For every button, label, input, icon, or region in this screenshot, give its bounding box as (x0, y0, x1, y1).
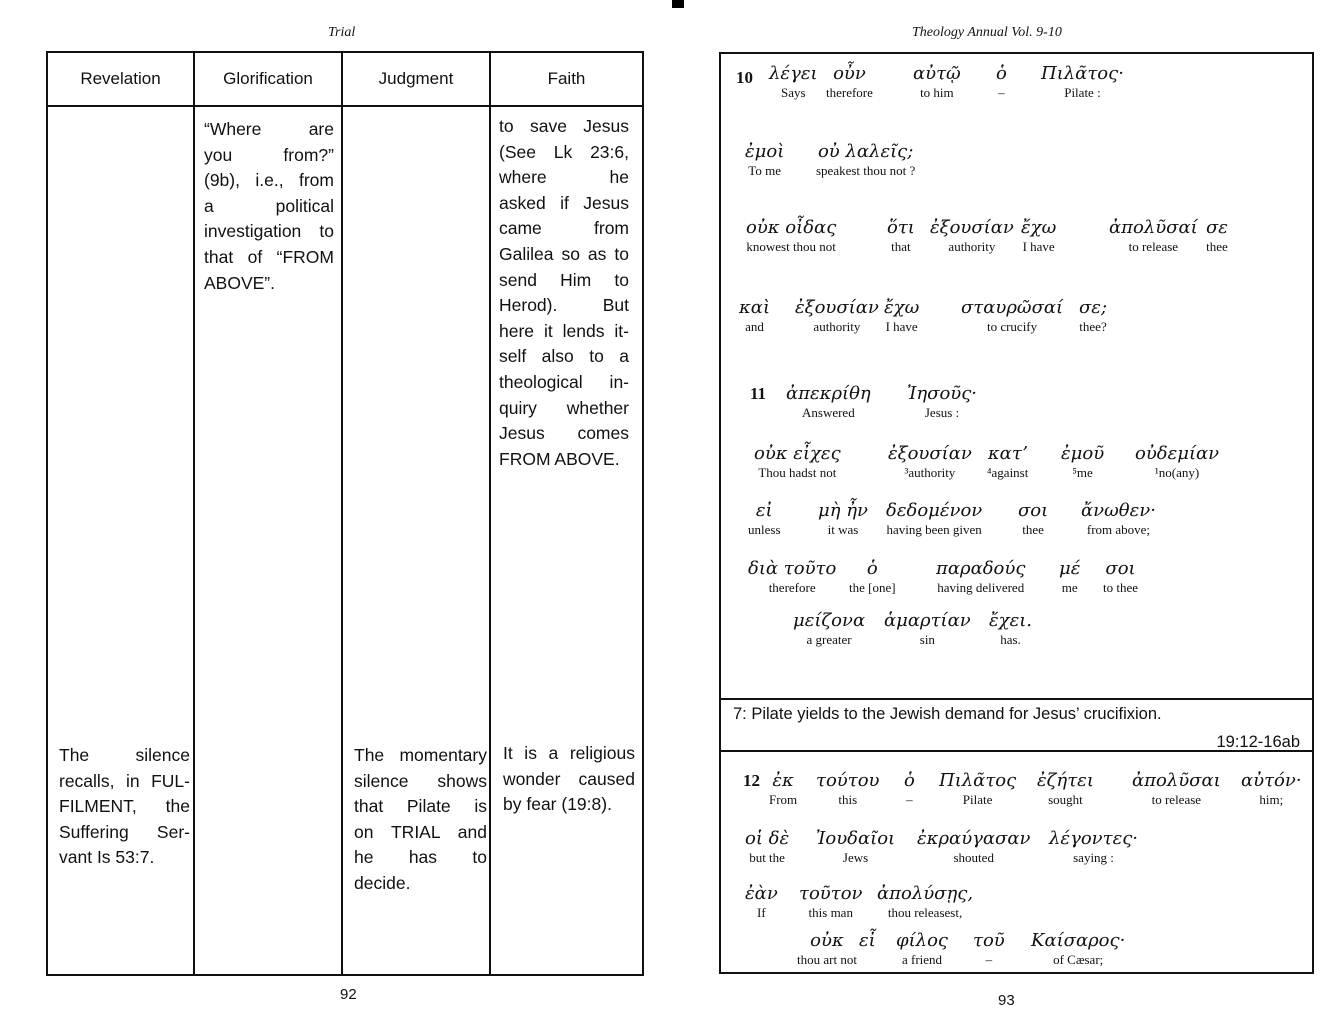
interlinear-word (1103, 559, 1138, 595)
interlinear-word (907, 384, 977, 420)
interlinear-word (886, 501, 982, 537)
cell-line: ABOVE”. (204, 272, 275, 293)
interlinear-word (1049, 829, 1138, 865)
cell-faith-bottom (503, 741, 635, 818)
trial-table (46, 51, 644, 976)
english-gloss: I have (885, 319, 918, 334)
cell-judgment (354, 743, 487, 897)
english-gloss: To me (748, 163, 781, 178)
cell-revelation (59, 743, 190, 871)
cell-line: you from?” (204, 144, 334, 165)
greek-word: ἀπολύσῃς, (877, 883, 974, 904)
english-gloss: to crucify (986, 319, 1038, 334)
cell-line: quiry whether (499, 397, 629, 418)
interlinear-word (746, 218, 836, 254)
english-gloss: – (998, 85, 1005, 100)
english-gloss: ³authority (904, 465, 956, 480)
greek-word: ἔχω (884, 297, 920, 318)
greek-word: οὐδεμίαν (1135, 443, 1220, 464)
english-gloss: Pilate (962, 792, 993, 807)
interlinear-word (786, 384, 871, 420)
greek-word: ἄνωθεν· (1081, 500, 1156, 521)
interlinear-word (888, 444, 972, 480)
interlinear-word (996, 64, 1007, 100)
greek-word: διὰ τοῦτο (748, 558, 837, 579)
english-gloss: having delivered (937, 580, 1025, 595)
cell-line: send Him to (499, 269, 629, 290)
greek-word: Ἰησοῦς· (907, 383, 978, 404)
interlinear-word (1081, 501, 1156, 537)
interlinear-word (1079, 298, 1107, 334)
greek-word: τούτου (816, 770, 880, 791)
section-reference: 19:12-16ab (1216, 733, 1300, 751)
english-gloss: has. (1000, 632, 1021, 647)
english-gloss: Thou hadst not (758, 465, 837, 480)
greek-word: ἐὰν (745, 883, 778, 904)
interlinear-word (793, 611, 865, 647)
english-gloss: the [one] (849, 580, 896, 595)
interlinear-word (1109, 218, 1198, 254)
interlinear-word (1021, 218, 1056, 254)
english-gloss: that (891, 239, 911, 254)
cell-line: silence shows (354, 770, 487, 791)
english-gloss: authority (813, 319, 861, 334)
english-gloss: I have (1022, 239, 1055, 254)
interlinear-word (795, 298, 879, 334)
interlinear-word (1031, 931, 1125, 967)
english-gloss: ¹no(any) (1154, 465, 1200, 480)
cell-line: The momentary (354, 745, 487, 765)
greek-word: σταυρῶσαί (961, 297, 1064, 318)
interlinear-word (1018, 501, 1048, 537)
cell-line: It is a religious (503, 743, 635, 763)
cell-line: FROM ABOVE. (499, 448, 620, 469)
cell-line: self also to a (499, 346, 629, 367)
greek-word: μέ (1059, 558, 1081, 579)
english-gloss: a greater (806, 632, 852, 647)
interlinear-word (748, 501, 781, 537)
cell-line: where he (499, 167, 629, 188)
interlinear-word (989, 611, 1032, 647)
cell-line: here it lends it- (499, 320, 629, 341)
cell-line: FILMENT, the (59, 796, 190, 817)
header-glorification: Glorification (223, 69, 313, 88)
interlinear-word (816, 771, 879, 807)
cell-faith-top (499, 114, 629, 472)
cell-line: (See Lk 23:6, (499, 141, 629, 162)
cell-line: Suffering Ser- (59, 821, 190, 842)
interlinear-word (1061, 444, 1104, 480)
interlinear-word (739, 298, 770, 334)
cell-line: that Pilate is (354, 796, 487, 817)
interlinear-word (1135, 444, 1219, 480)
cell-line: on TRIAL and (354, 821, 487, 842)
interlinear-word (987, 444, 1028, 480)
english-gloss: saying : (1073, 850, 1114, 865)
interlinear-word (826, 64, 873, 100)
interlinear-word (745, 829, 789, 865)
greek-word: οὐκ (810, 930, 844, 951)
greek-word: ὅτι (887, 217, 915, 238)
english-gloss: thee (1206, 239, 1228, 254)
cell-line: a political (204, 195, 334, 216)
english-gloss: If (757, 905, 766, 920)
section-title: 7: Pilate yields to the Jewish demand for Jesus’ crucifixion. (733, 705, 1162, 723)
english-gloss: him; (1259, 792, 1284, 807)
greek-word: ὁ (904, 770, 915, 791)
english-gloss: – (906, 792, 913, 807)
interlinear-word (1132, 771, 1221, 807)
interlinear-box (719, 52, 1314, 974)
greek-word: μείζονα (793, 610, 866, 631)
english-gloss: from above; (1086, 522, 1151, 537)
interlinear-word (884, 611, 971, 647)
cell-line: theological in- (499, 371, 629, 392)
interlinear-word (769, 771, 797, 807)
interlinear-word (748, 559, 836, 595)
english-gloss: it was (827, 522, 859, 537)
greek-word: ἐζήτει (1037, 770, 1094, 791)
greek-word: εἰ (755, 500, 773, 521)
greek-word: ἐμοῦ (1061, 443, 1105, 464)
interlinear-word (1206, 218, 1228, 254)
greek-word: παραδούς (936, 558, 1026, 579)
header-revelation: Revelation (80, 69, 161, 88)
english-gloss: to release (1151, 792, 1202, 807)
english-gloss: but the (749, 850, 785, 865)
english-gloss: ⁵me (1072, 465, 1093, 480)
cell-line: investigation to (204, 221, 334, 242)
cell-line: Herod). But (499, 295, 629, 316)
interlinear-word (745, 142, 784, 178)
english-gloss: to thee (1103, 580, 1139, 595)
interlinear-word (973, 931, 1005, 967)
interlinear-word (769, 64, 818, 100)
right-running-head: Theology Annual Vol. 9-10 (912, 25, 1062, 40)
right-page-number: 93 (998, 992, 1015, 1009)
interlinear-word (961, 298, 1063, 334)
cell-line: he has to (354, 847, 487, 868)
greek-word: ἔχει. (989, 610, 1033, 631)
cell-line: recalls, in FUL- (59, 770, 190, 791)
cell-line: “Where are (204, 119, 334, 139)
greek-word: ἀπεκρίθη (786, 383, 871, 404)
english-gloss: thou releasest, (887, 905, 963, 920)
greek-word: δεδομένον (886, 500, 983, 521)
english-gloss: me (1061, 580, 1078, 595)
interlinear-word (797, 931, 857, 967)
interlinear-word (917, 829, 1030, 865)
interlinear-word (884, 298, 919, 334)
interlinear-word (1041, 64, 1124, 100)
interlinear-word (1037, 771, 1094, 807)
interlinear-word (799, 884, 862, 920)
greek-word: αὐτῷ (913, 63, 961, 84)
greek-word: Πιλᾶτος (939, 770, 1017, 791)
greek-word: ἐξουσίαν (930, 217, 1014, 238)
english-gloss: therefore (768, 580, 816, 595)
english-gloss: sin (919, 632, 935, 647)
greek-word: οὐ λαλεῖς; (817, 141, 914, 162)
english-gloss: this (838, 792, 858, 807)
greek-word: ὁ (866, 558, 878, 579)
verse-number-12: 12 (743, 771, 760, 790)
english-gloss: shouted (953, 850, 994, 865)
greek-word: ἐκραύγασαν (917, 828, 1031, 849)
greek-word: ἀπολῦσαί (1109, 217, 1198, 238)
greek-word: ὁ (996, 63, 1007, 84)
interlinear-word (904, 771, 915, 807)
interlinear-word (816, 142, 915, 178)
greek-word: σοι (1105, 558, 1136, 579)
english-gloss: – (985, 952, 993, 967)
english-gloss: Jesus : (924, 405, 960, 420)
english-gloss: of Cæsar; (1053, 952, 1104, 967)
english-gloss: therefore (826, 85, 873, 100)
greek-word: ἐξουσίαν (888, 443, 972, 464)
english-gloss: From (769, 792, 798, 807)
greek-word: ἐμοὶ (745, 141, 785, 162)
english-gloss: Says (780, 85, 806, 100)
greek-word: τοῦ (973, 930, 1005, 951)
greek-word: ἀπολῦσαι (1132, 770, 1221, 791)
greek-word: μὴ ἦν (818, 500, 868, 521)
english-gloss (859, 952, 876, 967)
greek-word: Ἰουδαῖοι (816, 828, 896, 849)
cell-line: (9b), i.e., from (204, 170, 334, 191)
cell-line: decide. (354, 872, 411, 893)
scan-mark (672, 0, 684, 8)
verse-number-10: 10 (736, 68, 753, 87)
english-gloss: thou art not (797, 952, 857, 967)
greek-word: ἐκ (772, 770, 794, 791)
greek-word: φίλος (896, 930, 948, 951)
interlinear-word (816, 829, 895, 865)
interlinear-word (887, 218, 915, 254)
header-judgment: Judgment (378, 69, 454, 88)
cell-line: Jesus comes (499, 423, 629, 444)
interlinear-word (877, 884, 973, 920)
greek-word: οὖν (833, 63, 866, 84)
english-gloss: Answered (802, 405, 855, 420)
greek-word: ἁμαρτίαν (884, 610, 971, 631)
english-gloss: thee? (1079, 319, 1107, 334)
cell-line: asked if Jesus (499, 192, 629, 213)
english-gloss: knowest thou not (746, 239, 836, 254)
english-gloss: authority (948, 239, 996, 254)
interlinear-word (849, 559, 896, 595)
cell-line: wonder caused (503, 768, 635, 789)
english-gloss: having been given (886, 522, 982, 537)
interlinear-word (939, 771, 1016, 807)
greek-word: Πιλᾶτος· (1041, 63, 1124, 84)
greek-word: οὐκ εἶχες (754, 443, 841, 464)
cell-line: came from (499, 218, 629, 239)
left-page-number: 92 (340, 986, 357, 1003)
cell-line: by fear (19:8). (503, 794, 612, 815)
cell-line: Galilea so as to (499, 243, 629, 264)
english-gloss: Pilate : (1064, 85, 1101, 100)
english-gloss: to him (920, 85, 954, 100)
greek-word: τοῦτον (799, 883, 863, 904)
interlinear-word (1059, 559, 1080, 595)
interlinear-word (818, 501, 868, 537)
greek-word: ἔχω (1021, 217, 1057, 238)
verse-number-11: 11 (750, 384, 767, 403)
interlinear-word (859, 931, 876, 967)
english-gloss: speakest thou not ? (816, 163, 916, 178)
left-running-head: Trial (328, 25, 356, 40)
cell-line: to save Jesus (499, 116, 629, 136)
greek-word: εἶ (859, 930, 876, 951)
greek-word: αὐτόν· (1241, 770, 1302, 791)
greek-word: κατʼ (987, 443, 1028, 464)
greek-word: σε (1206, 217, 1228, 238)
interlinear-word (745, 884, 778, 920)
cell-line: that of “FROM (204, 246, 334, 267)
cell-line: The silence (59, 745, 190, 765)
interlinear-word (896, 931, 948, 967)
interlinear-word (930, 218, 1014, 254)
english-gloss: a friend (901, 952, 943, 967)
greek-word: Καίσαρος· (1031, 930, 1126, 951)
greek-word: οἱ δὲ (745, 828, 790, 849)
header-faith: Faith (547, 69, 586, 88)
greek-word: σοι (1018, 500, 1049, 521)
interlinear-word (1241, 771, 1302, 807)
interlinear-word (913, 64, 961, 100)
greek-word: οὐκ οἶδας (746, 217, 837, 238)
greek-word: σε; (1079, 297, 1108, 318)
interlinear-word (754, 444, 841, 480)
greek-word: ἐξουσίαν (795, 297, 879, 318)
greek-word: λέγει (769, 63, 818, 84)
cell-glorification (204, 117, 334, 296)
english-gloss: thee (1022, 522, 1044, 537)
english-gloss: and (745, 319, 764, 334)
interlinear-word (936, 559, 1025, 595)
greek-word: καὶ (739, 297, 771, 318)
english-gloss: unless (748, 522, 781, 537)
greek-word: λέγοντες· (1049, 828, 1139, 849)
english-gloss: Jews (842, 850, 869, 865)
english-gloss: sought (1048, 792, 1083, 807)
english-gloss: this man (808, 905, 853, 920)
cell-line: vant Is 53:7. (59, 847, 155, 868)
english-gloss: ⁴against (987, 465, 1029, 480)
english-gloss: to release (1128, 239, 1179, 254)
